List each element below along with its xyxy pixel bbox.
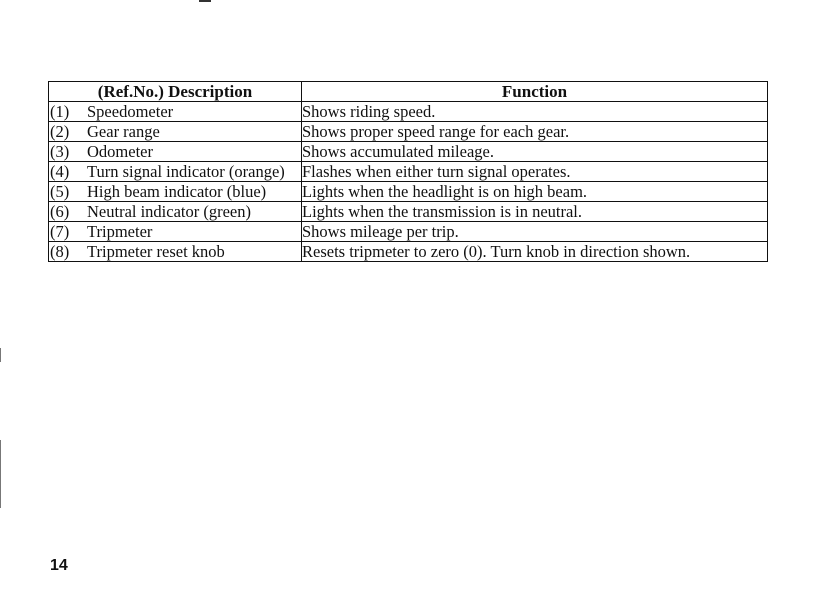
ref-number: (6): [50, 202, 70, 221]
description-text: High beam indicator (blue): [87, 182, 267, 201]
table-row: [49, 102, 768, 122]
page-number: 14: [50, 557, 68, 574]
description-text: Tripmeter reset knob: [87, 242, 225, 261]
description-cell: [49, 222, 302, 242]
description-cell: [49, 102, 302, 122]
ref-number: (2): [50, 122, 70, 141]
instrument-function-table: [48, 81, 768, 262]
function-cell: Lights when the headlight is on high beam.: [302, 182, 768, 202]
description-cell: [49, 162, 302, 182]
description-cell: [49, 182, 302, 202]
ref-number: (4): [50, 162, 70, 181]
description-text: Neutral indicator (green): [87, 202, 252, 221]
description-text: Tripmeter: [87, 222, 153, 241]
table-row: [49, 242, 768, 262]
table-row: [49, 182, 768, 202]
header-function: Function: [302, 82, 768, 102]
header-description: (Ref.No.) Description: [49, 82, 302, 102]
ref-number: (3): [50, 142, 70, 161]
scan-mark-left-upper: [0, 348, 1, 362]
table-row: [49, 142, 768, 162]
description-text: Speedometer: [87, 102, 174, 121]
function-cell: Shows accumulated mileage.: [302, 142, 768, 162]
ref-number: (5): [50, 182, 70, 201]
table-row: [49, 202, 768, 222]
table-row: [49, 122, 768, 142]
function-cell: Shows riding speed.: [302, 102, 768, 122]
ref-number: (8): [50, 242, 70, 261]
function-cell: Resets tripmeter to zero (0). Turn knob in direction shown.: [302, 242, 768, 262]
description-text: Odometer: [87, 142, 153, 161]
function-cell: Lights when the transmission is in neutral.: [302, 202, 768, 222]
description-cell: [49, 122, 302, 142]
table-row: [49, 222, 768, 242]
scan-mark-left-lower: [0, 440, 1, 508]
description-cell: [49, 142, 302, 162]
description-text: Gear range: [87, 122, 160, 141]
ref-number: (7): [50, 222, 70, 241]
function-cell: Flashes when either turn signal operates.: [302, 162, 768, 182]
table-header-row: [49, 82, 768, 102]
ref-number: (1): [50, 102, 70, 121]
description-cell: [49, 242, 302, 262]
function-cell: Shows mileage per trip.: [302, 222, 768, 242]
description-text: Turn signal indicator (orange): [87, 162, 285, 181]
description-cell: [49, 202, 302, 222]
function-cell: Shows proper speed range for each gear.: [302, 122, 768, 142]
table-row: [49, 162, 768, 182]
scan-mark-top: [199, 0, 211, 2]
